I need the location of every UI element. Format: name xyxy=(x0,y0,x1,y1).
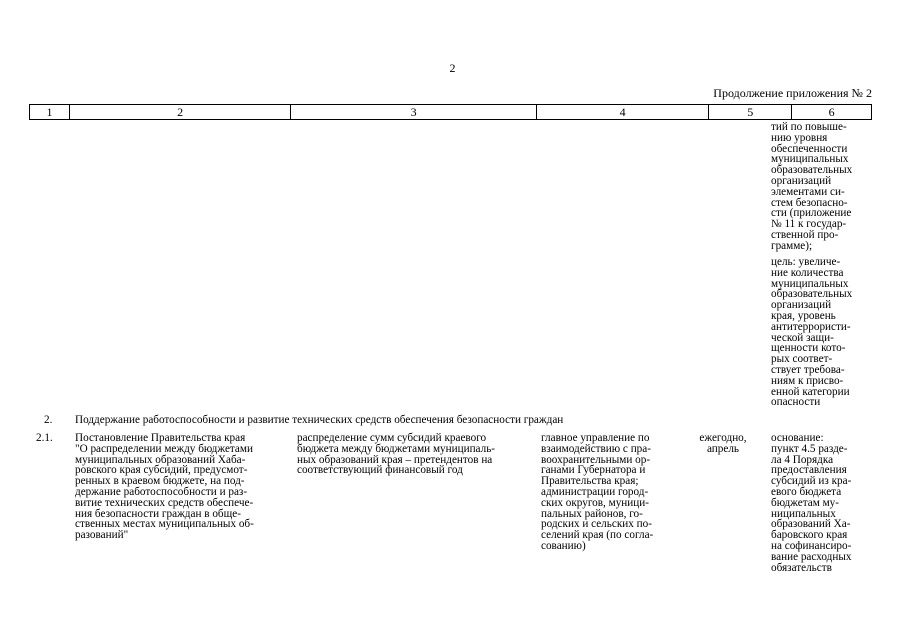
col6-measures-text: тий по повыше- нию уровня обеспеченности муниципальных образовательных организаций элементами си- стем безопасно- сти (приложение № 11 к государ- ственной про- грамме); xyxy=(771,121,853,252)
header-col-4: 4 xyxy=(537,105,710,119)
section-number: 2. xyxy=(44,414,53,426)
row-2-1-responsible: главное управление по взаимодействию с пра- воохранительными ор- ганами Губернатора и Правительства края; администрации город- ских округов, муници- пальных районов, го- родских и сельских по- селений края (по согла- сованию) xyxy=(541,432,654,552)
continuation-label: Продолжение приложения № 2 xyxy=(713,86,872,100)
row-2-1-deadline: ежегодно, апрель xyxy=(699,432,747,455)
header-col-3: 3 xyxy=(291,105,536,119)
col6-goal-text: цель: увеличе- ние количества муниципальных образовательных организаций края, уровень антитеррористи- ческой защи- щенности кото- рых соответ- ствует требова- ниям к присво- енной категории опасности xyxy=(771,256,853,409)
table-header-row xyxy=(29,104,872,120)
row-2-1-document: Постановление Правительства края "О распределении между бюджетами муниципальных образований Хаба- ровского края субсидий, предусмот- ренных в краевом бюджете, на под- держание работоспособности и раз- витие технических средств обеспече- ния безопасности граждан в обще- ственных местах муниципальных об- разований" xyxy=(75,432,254,542)
row-2-1-basis: основание: пункт 4.5 разде- ла 4 Порядка предоставления субсидий из кра- евого бюджета бюджетам му- ниципальных образований Ха- баровского края на софинансиро- вание расходных обязательств xyxy=(771,432,852,574)
section-title: Поддержание работоспособности и развитие технических средств обеспечения безопасности граждан xyxy=(75,414,564,426)
header-col-6: 6 xyxy=(828,105,835,119)
header-col-5: 5 xyxy=(709,105,792,119)
row-2-1-number: 2.1. xyxy=(36,432,53,444)
header-col-1: 1 xyxy=(30,105,70,119)
row-2-1-description: распределение сумм субсидий краевого бюджета между бюджетами муниципаль- ных образований края – претендентов на соответствующий финансовый год xyxy=(297,432,496,477)
page-number: 2 xyxy=(449,61,456,75)
header-col-2: 2 xyxy=(70,105,291,119)
